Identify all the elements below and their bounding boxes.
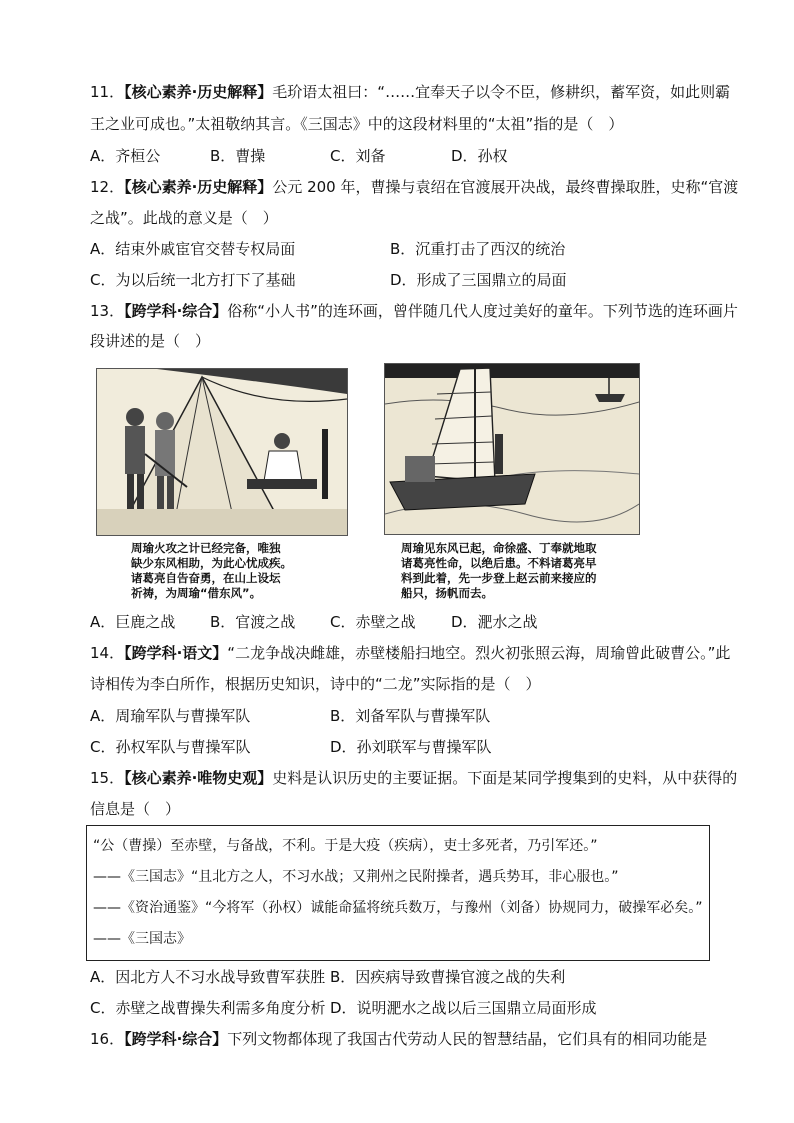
q14-option-b[interactable]: B．刘备军队与曹操军队	[330, 707, 491, 725]
source-line: ——《资治通鉴》“今将军（孙权）诚能命猛将统兵数万，与豫州（刘备）协规同力，破操军必矣。”	[93, 900, 703, 916]
q11-option-b[interactable]: B．曹操	[210, 147, 266, 165]
caption-right-line: 船只，扬帆而去。	[401, 586, 493, 600]
comic-illustration-boat	[385, 364, 639, 534]
q11-line2: 王之业可成也。”太祖敬纳其言。《三国志》中的这段材料里的“太祖”指的是（ ）	[90, 115, 624, 133]
q12-option-a[interactable]: A．结束外戚宦官交替专权局面	[90, 240, 296, 258]
caption-right-line: 诸葛亮性命，以绝后患。不料诸葛亮早	[401, 556, 597, 570]
q15-option-a[interactable]: A．因北方人不习水战导致曹军获胜	[90, 968, 326, 986]
q15-option-c[interactable]: C．赤壁之战曹操失利需多角度分析	[90, 999, 326, 1017]
q11-option-a[interactable]: A．齐桓公	[90, 147, 161, 165]
caption-left-line: 缺少东风相助，为此心忧成疾。	[131, 556, 292, 570]
source-material-box	[86, 825, 710, 961]
q15-option-d[interactable]: D．说明淝水之战以后三国鼎立局面形成	[330, 999, 597, 1017]
q15-line1: 15．【核心素养·唯物史观】史料是认识历史的主要证据。下面是某同学搜集到的史料，从中获得的	[90, 769, 738, 787]
q14-line2: 诗相传为李白所作，根据历史知识，诗中的“二龙”实际指的是（ ）	[90, 675, 541, 693]
source-line: ——《三国志》	[93, 931, 191, 947]
source-line: ——《三国志》“且北方之人，不习水战；又荆州之民附操者，遇兵势耳，非心服也。”	[93, 869, 619, 885]
caption-left-line: 周瑜火攻之计已经完备，唯独	[131, 541, 281, 555]
caption-right-line: 周瑜见东风已起，命徐盛、丁奉就地取	[401, 541, 597, 555]
q12-option-c[interactable]: C．为以后统一北方打下了基础	[90, 271, 296, 289]
q11-option-d[interactable]: D．孙权	[451, 147, 508, 165]
comic-panel-right	[384, 363, 640, 535]
q13-line1: 13．【跨学科·综合】俗称“小人书”的连环画，曾伴随几代人度过美好的童年。下列节选的连环画片	[90, 302, 738, 320]
q14-option-c[interactable]: C．孙权军队与曹操军队	[90, 738, 251, 756]
comic-illustration-tent	[97, 369, 347, 535]
q13-option-a[interactable]: A．巨鹿之战	[90, 613, 176, 631]
q15-line2: 信息是（ ）	[90, 800, 181, 818]
q11-line1: 11．【核心素养·历史解释】毛玠语太祖曰：“……宜奉天子以令不臣，修耕织，蓄军资，如此则霸	[90, 83, 731, 101]
q11-option-c[interactable]: C．刘备	[330, 147, 386, 165]
caption-right-line: 料到此着，先一步登上赵云前来接应的	[401, 571, 597, 585]
q12-line2: 之战”。此战的意义是（ ）	[90, 209, 278, 227]
caption-left-line: 祈祷，为周瑜“借东风”。	[131, 586, 262, 600]
comic-caption-right	[401, 541, 597, 601]
q16-line1: 16．【跨学科·综合】下列文物都体现了我国古代劳动人民的智慧结晶，它们具有的相同功能是	[90, 1030, 708, 1048]
comic-caption-left	[131, 541, 292, 601]
comic-panel-left	[96, 368, 348, 536]
q13-option-d[interactable]: D．淝水之战	[451, 613, 538, 631]
q12-option-d[interactable]: D．形成了三国鼎立的局面	[390, 271, 567, 289]
q12-option-b[interactable]: B．沉重打击了西汉的统治	[390, 240, 566, 258]
q13-option-c[interactable]: C．赤壁之战	[330, 613, 416, 631]
q14-option-d[interactable]: D．孙刘联军与曹操军队	[330, 738, 492, 756]
q15-option-b[interactable]: B．因疾病导致曹操官渡之战的失利	[330, 968, 566, 986]
q14-line1: 14．【跨学科·语文】“二龙争战决雌雄，赤壁楼船扫地空。烈火初张照云海，周瑜曾此破曹公。”此	[90, 644, 731, 662]
source-line: “公（曹操）至赤壁，与备战，不利。于是大疫（疾病），吏士多死者，乃引军还。”	[93, 838, 598, 854]
q14-option-a[interactable]: A．周瑜军队与曹操军队	[90, 707, 251, 725]
q12-line1: 12．【核心素养·历史解释】公元 200 年，曹操与袁绍在官渡展开决战，最终曹操取胜，史称“官渡	[90, 178, 739, 196]
q13-line2: 段讲述的是（ ）	[90, 332, 211, 350]
caption-left-line: 诸葛亮自告奋勇，在山上设坛	[131, 571, 281, 585]
q13-option-b[interactable]: B．官渡之战	[210, 613, 296, 631]
